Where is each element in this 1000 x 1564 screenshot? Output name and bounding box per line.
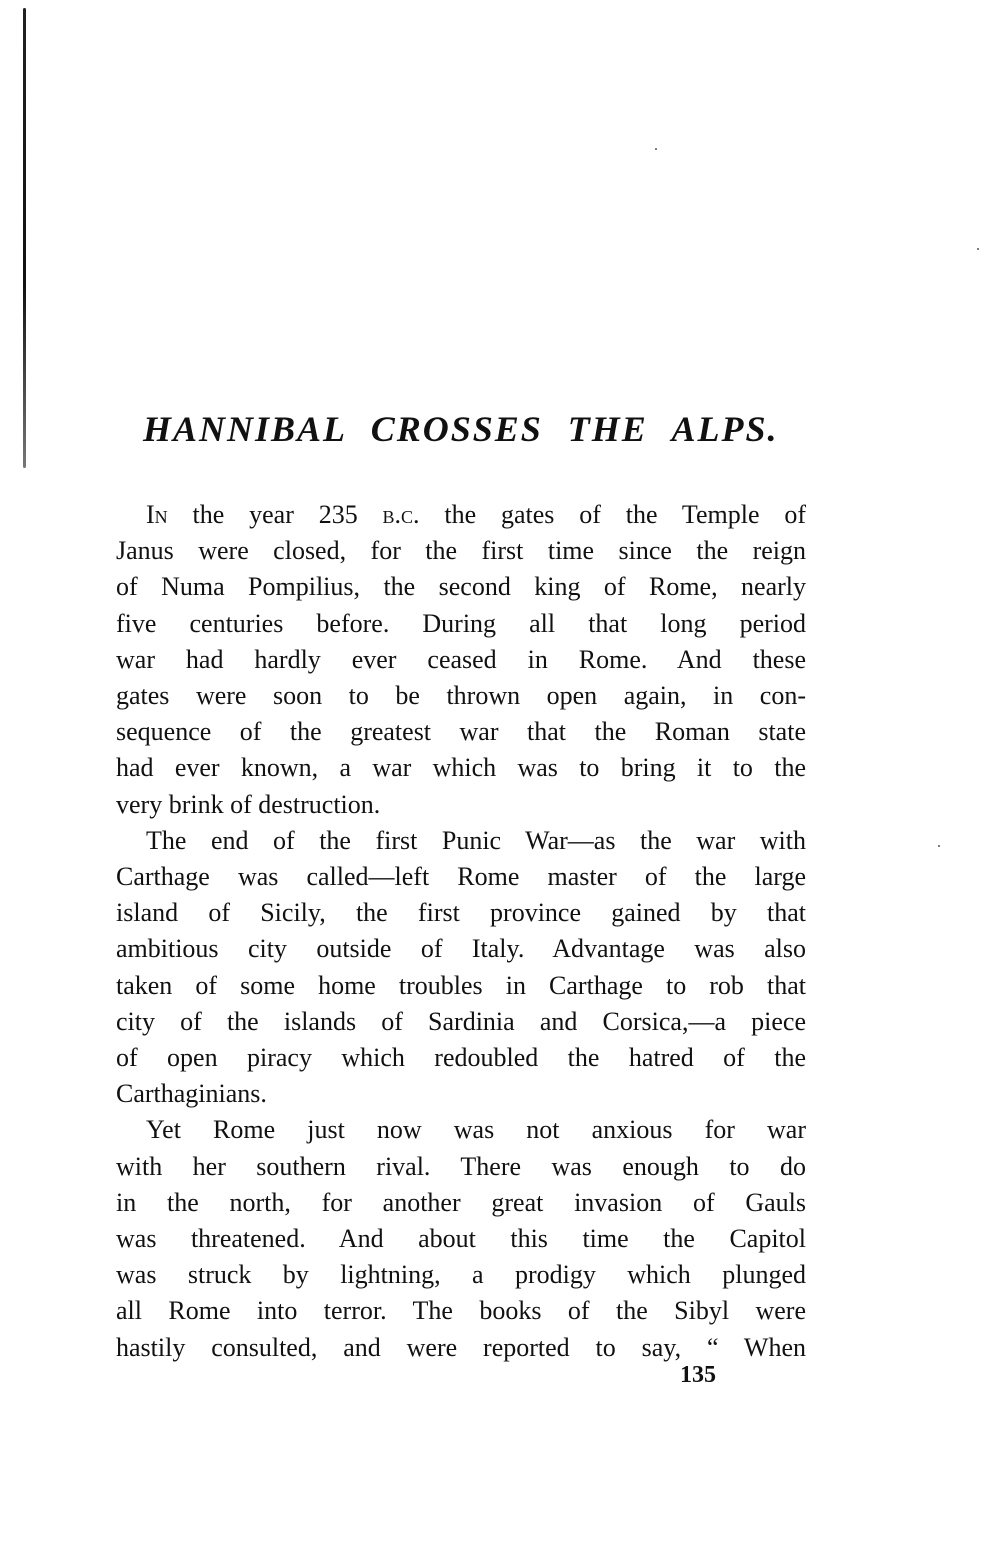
text-line: city of the islands of Sardinia and Corsica,—a piece <box>116 1006 806 1036</box>
paragraph-3 <box>116 1112 806 1365</box>
text-line: five centuries before. During all that long period <box>116 608 806 638</box>
text-line: The end of the first Punic War—as the war with <box>146 825 806 855</box>
text-line: Carthaginians. <box>116 1079 267 1109</box>
text-line: all Rome into terror. The books of the Sibyl were <box>116 1296 806 1326</box>
text-line: sequence of the greatest war that the Roman state <box>116 717 806 747</box>
scan-binding-edge <box>23 8 26 468</box>
chapter-title: HANNIBAL CROSSES THE ALPS. <box>143 409 779 450</box>
paragraph-2 <box>116 823 806 1113</box>
text-line: was threatened. And about this time the Capitol <box>116 1224 806 1254</box>
text-line: with her southern rival. There was enough to do <box>116 1151 806 1181</box>
text-fragment: the year 235 <box>167 500 383 529</box>
scan-speck <box>938 845 940 847</box>
text-line: Janus were closed, for the first time since the reign <box>116 536 806 566</box>
text-line: gates were soon to be thrown open again, in con- <box>116 681 806 711</box>
text-line: of open piracy which redoubled the hatred of the <box>116 1043 806 1073</box>
text-line: Yet Rome just now was not anxious for war <box>146 1115 806 1145</box>
body-text <box>116 497 806 1366</box>
text-line: in the north, for another great invasion of Gauls <box>116 1187 806 1217</box>
text-line: taken of some home troubles in Carthage to rob that <box>116 970 806 1000</box>
text-line: Carthage was called—left Rome master of the large <box>116 862 806 892</box>
text-line: very brink of destruction. <box>116 789 381 819</box>
text-line: ambitious city outside of Italy. Advantage was also <box>116 934 806 964</box>
text-line <box>116 497 806 533</box>
paragraph-1 <box>116 497 806 823</box>
drop-smallcaps-word: In <box>146 500 168 529</box>
text-line: hastily consulted, and were reported to say, “ When <box>116 1332 806 1362</box>
era-abbreviation: b.c. <box>382 500 420 529</box>
text-line: had ever known, a war which was to bring it to the <box>116 753 806 783</box>
text-fragment: the gates of the Temple of <box>419 500 806 529</box>
page-number: 135 <box>680 1362 716 1388</box>
text-line: war had hardly ever ceased in Rome. And these <box>116 644 806 674</box>
text-line: of Numa Pompilius, the second king of Rome, nearly <box>116 572 806 602</box>
scan-speck <box>977 248 979 250</box>
scan-speck <box>655 148 657 150</box>
text-line: island of Sicily, the first province gained by that <box>116 898 806 928</box>
text-line: was struck by lightning, a prodigy which plunged <box>116 1260 806 1290</box>
